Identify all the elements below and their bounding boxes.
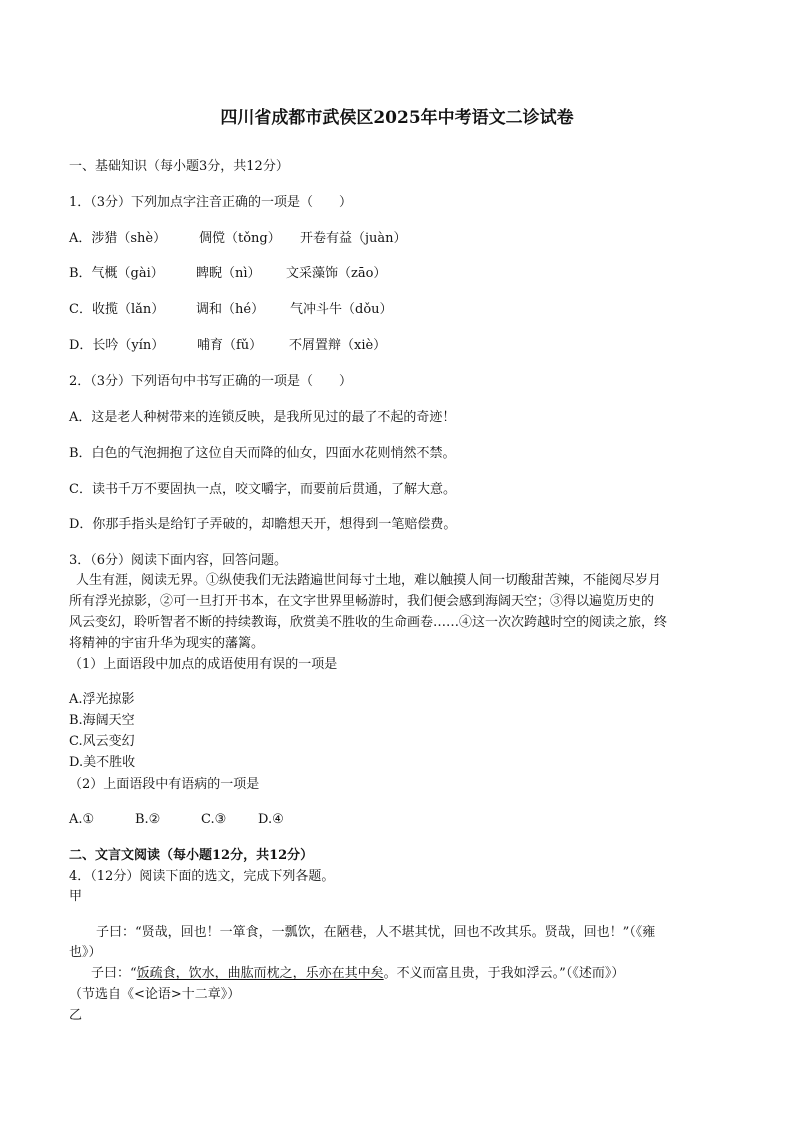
q1-stem: 1．（3分）下列加点字注音正确的一项是（ ） xyxy=(69,195,353,210)
q3-sub1-option-b: B.海阔天空 xyxy=(69,713,135,728)
q1-option-a: A．涉猎（shè） xyxy=(69,231,167,246)
q4-label-yi: 乙 xyxy=(69,1008,83,1023)
q1-option-b: B．气概（gài） xyxy=(69,266,164,281)
q3-passage-line: 所有浮光掠影，②可一旦打开书本，在文字世界里畅游时，我们便会感到海阔天空；③得以遍览历史的 xyxy=(69,594,655,609)
q4-para2-underlined: 饭疏食，饮水，曲肱而枕之，乐亦在其中矣 xyxy=(136,966,384,981)
q4-para1-line2: 也》） xyxy=(69,945,102,960)
q3-sub1-option-c: C.风云变幻 xyxy=(69,734,135,749)
q1-option-a-word2: 倜傥（tǒng） xyxy=(199,231,281,246)
q3-sub1-option-d: D.美不胜收 xyxy=(69,755,136,770)
q4-para2-post: 。不义而富且贵，于我如浮云。”（《述而》） xyxy=(383,966,625,981)
q1-option-a-word3: 开卷有益（juàn） xyxy=(300,231,407,246)
q2-stem: 2．（3分）下列语句中书写正确的一项是（ ） xyxy=(69,374,353,389)
q3-sub1-option-a: A.浮光掠影 xyxy=(69,692,135,707)
q3-sub2-option-a: A.① xyxy=(69,812,95,827)
q4-para2-pre: 子曰：“ xyxy=(91,966,137,981)
section2-header: 二、文言文阅读（每小题12分，共12分） xyxy=(69,848,314,863)
q4-para2 xyxy=(91,966,624,982)
q1-option-b-word2: 睥睨（nì） xyxy=(196,266,261,281)
q3-stem: 3．（6分）阅读下面内容，回答问题。 xyxy=(69,553,288,568)
q1-option-c-word2: 调和（hé） xyxy=(196,302,265,317)
q4-source: （节选自《<论语>十二章》） xyxy=(69,987,241,1002)
q3-sub2-stem: （2）上面语段中有语病的一项是 xyxy=(69,777,260,792)
q2-option-a: A．这是老人种树带来的连锁反映，是我所见过的最了不起的奇迹！ xyxy=(69,410,456,425)
q1-option-c-word3: 气冲斗牛（dǒu） xyxy=(290,302,393,317)
q4-label-jia: 甲 xyxy=(69,889,83,904)
q1-option-b-word3: 文采藻饰（zāo） xyxy=(286,266,387,281)
q3-sub2-option-c: C.③ xyxy=(201,812,227,827)
q3-sub1-stem: （1）上面语段中加点的成语使用有误的一项是 xyxy=(69,657,338,672)
q3-passage-line: 风云变幻，聆听智者不断的持续教诲，欣赏美不胜收的生命画卷……④这一次次跨越时空的阅读之旅，终 xyxy=(69,615,668,630)
q4-para1-line1: 子曰：“贤哉，回也！一箪食，一瓢饮，在陋巷，人不堪其忧，回也不改其乐。贤哉，回也！”（《雍 xyxy=(96,925,656,940)
q2-option-b: B．白色的气泡拥抱了这位自天而降的仙女，四面水花则悄然不禁。 xyxy=(69,446,456,461)
q1-option-c: C．收揽（lǎn） xyxy=(69,302,165,317)
q4-stem: 4．（12分）阅读下面的选文，完成下列各题。 xyxy=(69,869,335,884)
section1-header: 一、基础知识（每小题3分，共12分） xyxy=(69,159,289,174)
q3-sub2-option-b: B.② xyxy=(135,812,161,827)
exam-title: 四川省成都市武侯区2025年中考语文二诊试卷 xyxy=(220,108,574,128)
q1-option-d: D．长吟（yín） xyxy=(69,338,165,353)
q3-passage-line: 人生有涯，阅读无界。①纵使我们无法踏遍世间每寸土地，难以触摸人间一切酸甜苦辣，不能阅尽岁月 xyxy=(76,573,662,588)
q3-sub2-option-d: D.④ xyxy=(258,812,284,827)
q2-option-d: D．你那手指头是给钉子弄破的，却瞻想天开，想得到一笔赔偿费。 xyxy=(69,517,457,532)
q1-option-d-word3: 不屑置辩（xiè） xyxy=(289,338,387,353)
q3-passage-line: 将精神的宇宙升华为现实的藩篱。 xyxy=(69,636,265,651)
q2-option-c: C．读书千万不要固执一点，咬文嚼字，而要前后贯通，了解大意。 xyxy=(69,482,456,497)
q1-option-d-word2: 哺育（fǔ） xyxy=(197,338,263,353)
